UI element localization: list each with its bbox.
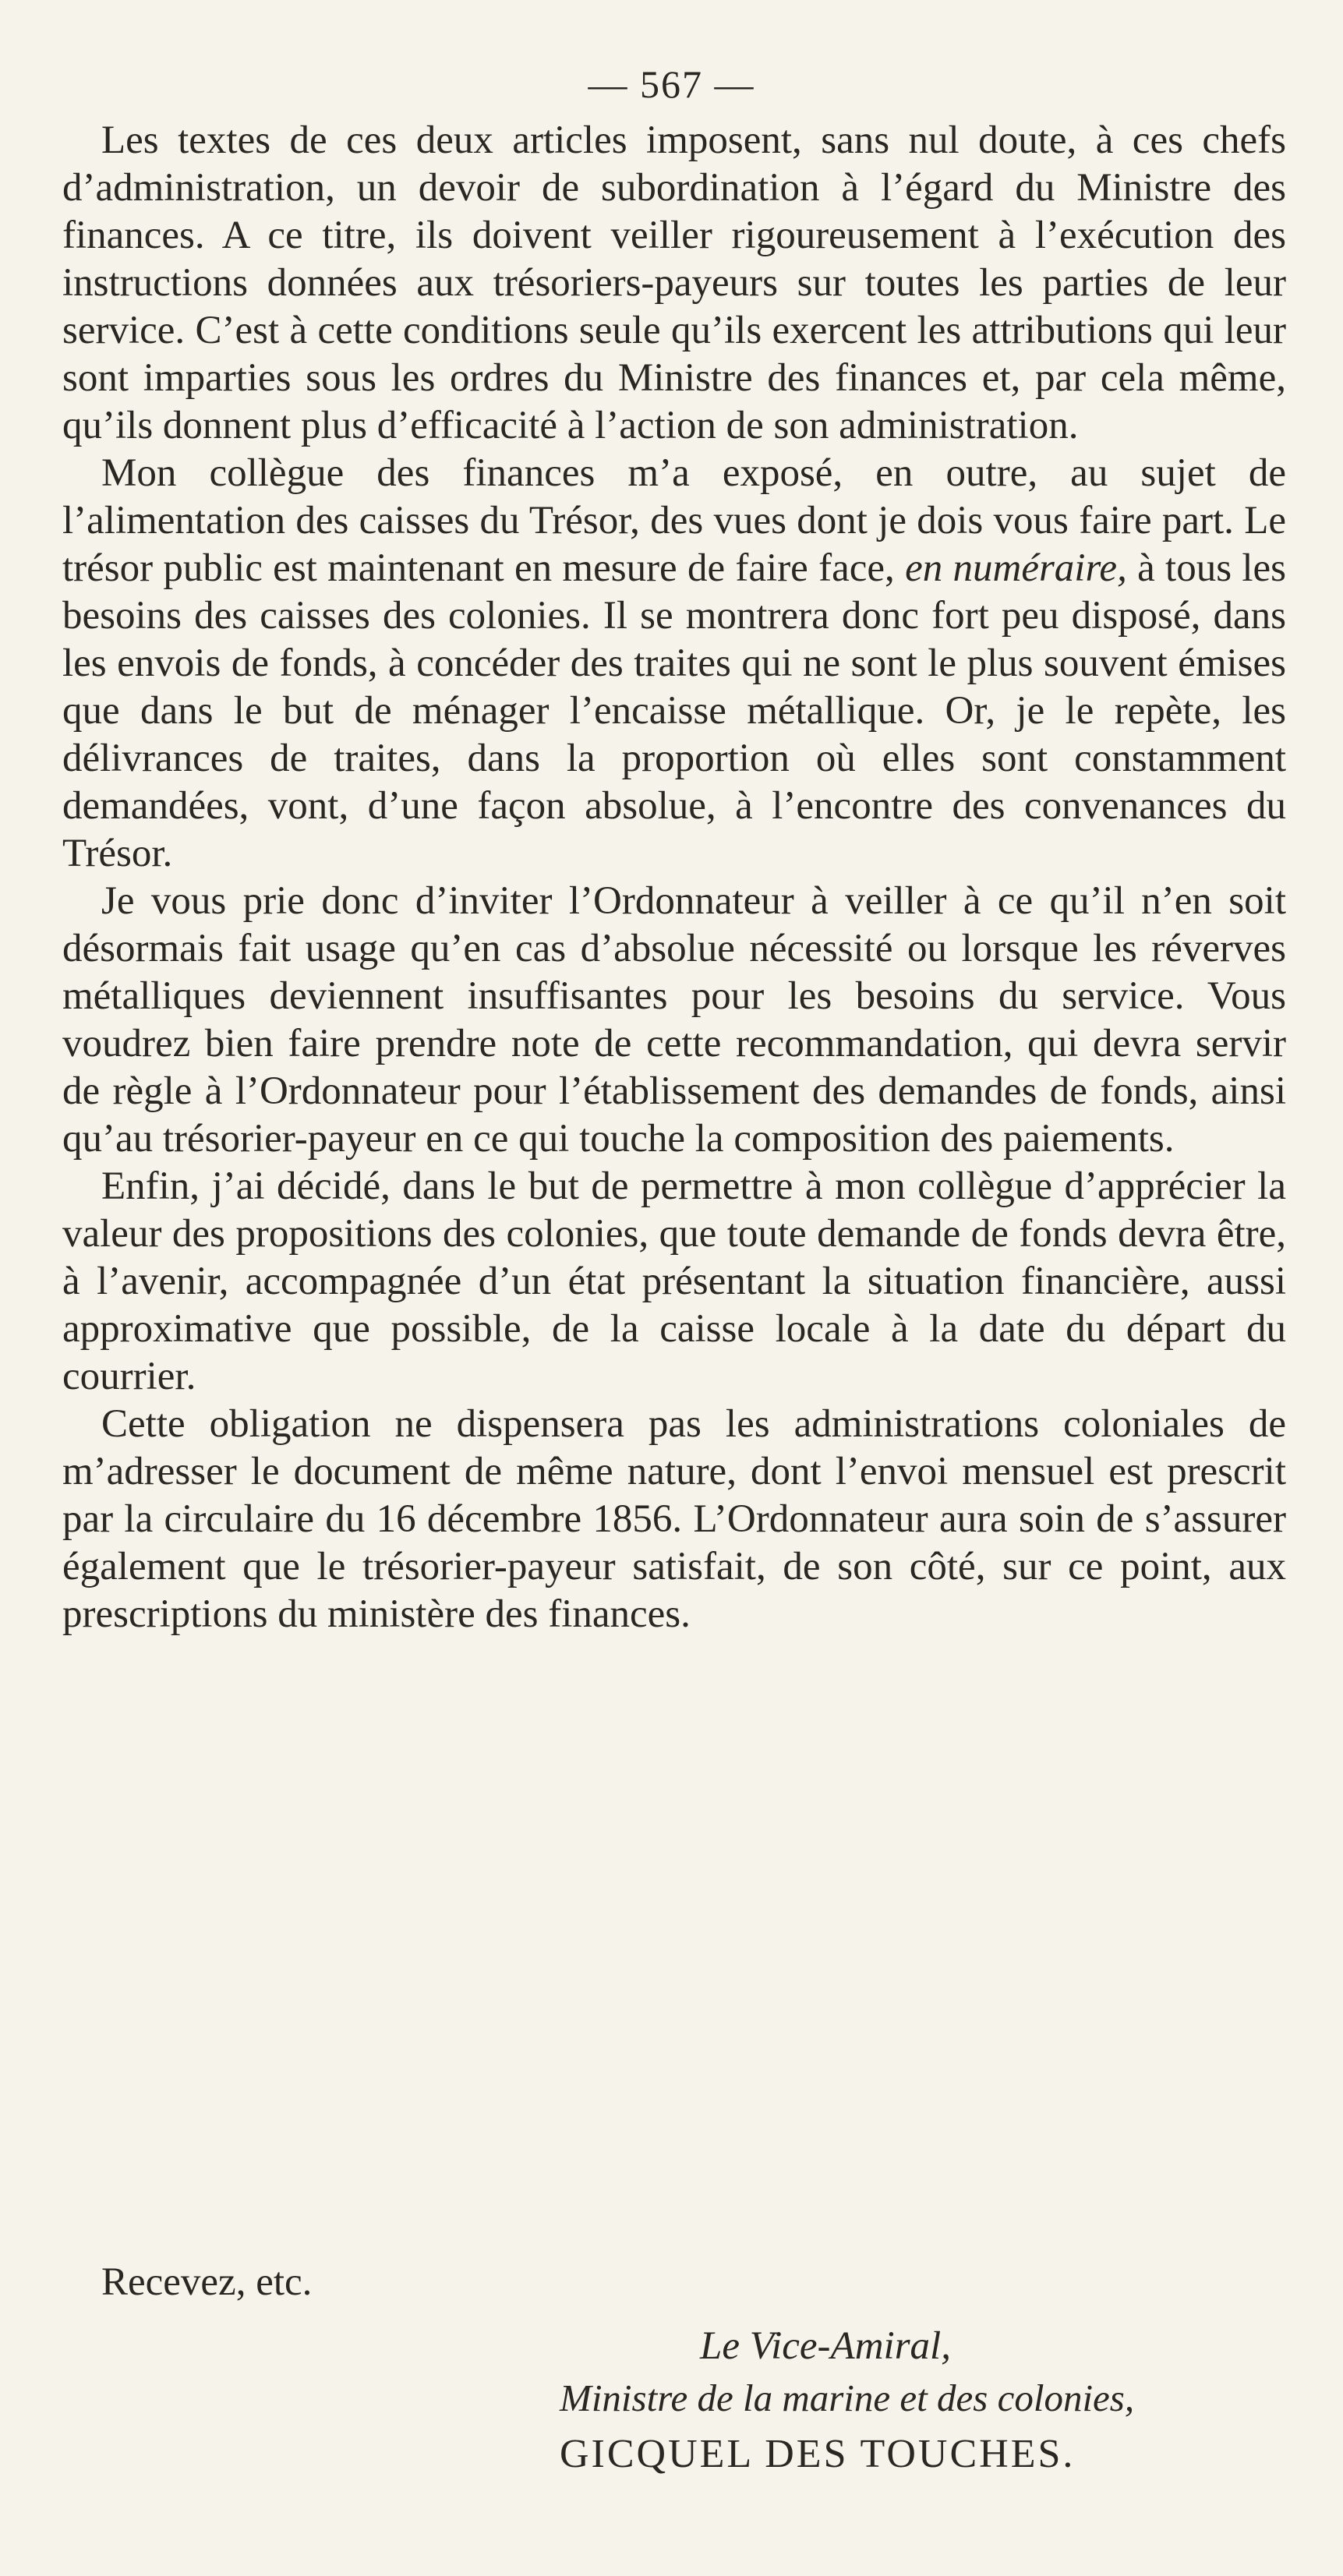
paragraph-2-part-1: Mon collègue des finances m’a exposé, en outre, au sujet de l’alimentation des caisses du Trésor, des vues dont je dois vous faire part. Le trésor public est maintenant en mesure de faire face,	[62, 451, 1286, 590]
signature-title: Le Vice-Amiral,	[700, 2324, 951, 2368]
paragraph-3: Je vous prie donc d’inviter l’Ordonnateur à veiller à ce qu’il n’en soit désormais fait usage qu’en cas d’absolue nécessité ou lorsque les réverves métalliques deviennent insuffisantes pour les besoins du service. Vous voudrez bien faire prendre note de cette recommandation, qui devra servir de règle à l’Ordonnateur pour l’établissement des demandes de fonds, ainsi qu’au trésorier-payeur en ce qui touche la composition des paiements.	[62, 879, 1286, 1161]
closing-formula: Recevez, etc.	[101, 2260, 313, 2304]
page-number: — 567 —	[588, 62, 755, 106]
paragraph-1: Les textes de ces deux articles imposent, sans nul doute, à ces chefs d’administration, un devoir de subordination à l’égard du Ministre des finances. A ce titre, ils doivent veiller rigoureusement à l’exécution des instructions données aux trésoriers-payeurs sur toutes les parties de leur service. C’est à cette conditions seule qu’ils exercent les attributions qui leur sont imparties sous les ordres du Ministre des finances et, par cela même, qu’ils donnent plus d’efficacité à l’action de son administration.	[62, 118, 1286, 447]
paragraph-2-emphasis: en numéraire,	[905, 546, 1127, 590]
paragraph-2-part-2: à tous les besoins des caisses des colonies. Il se montrera donc fort peu disposé, dans les envois de fonds, à concéder des traites qui ne sont le plus souvent émises que dans le but de ménager l’encaisse métallique. Or, je le repète, les délivrances de traites, dans la proportion où elles sont constamment demandées, vont, d’une façon absolue, à l’encontre des convenances du Trésor.	[62, 546, 1287, 875]
paragraph-2	[62, 450, 1286, 878]
letter-body	[62, 117, 1286, 1638]
paragraph-4: Enfin, j’ai décidé, dans le but de permettre à mon collègue d’apprécier la valeur des propositions des colonies, que toute demande de fonds devra être, à l’avenir, accompagnée d’un état présentant la situation financière, aussi approximative que possible, de la caisse locale à la date du départ du courrier.	[62, 1164, 1286, 1398]
signature-role: Ministre de la marine et des colonies,	[560, 2376, 1135, 2419]
paragraph-5: Cette obligation ne dispensera pas les administrations coloniales de m’adresser le document de même nature, dont l’envoi mensuel est prescrit par la circulaire du 16 décembre 1856. L’Ordonnateur aura soin de s’assurer également que le trésorier-payeur satisfait, de son côté, sur ce point, aux prescriptions du ministère des finances.	[62, 1402, 1286, 1636]
signature-name: GICQUEL DES TOUCHES.	[560, 2432, 1076, 2476]
